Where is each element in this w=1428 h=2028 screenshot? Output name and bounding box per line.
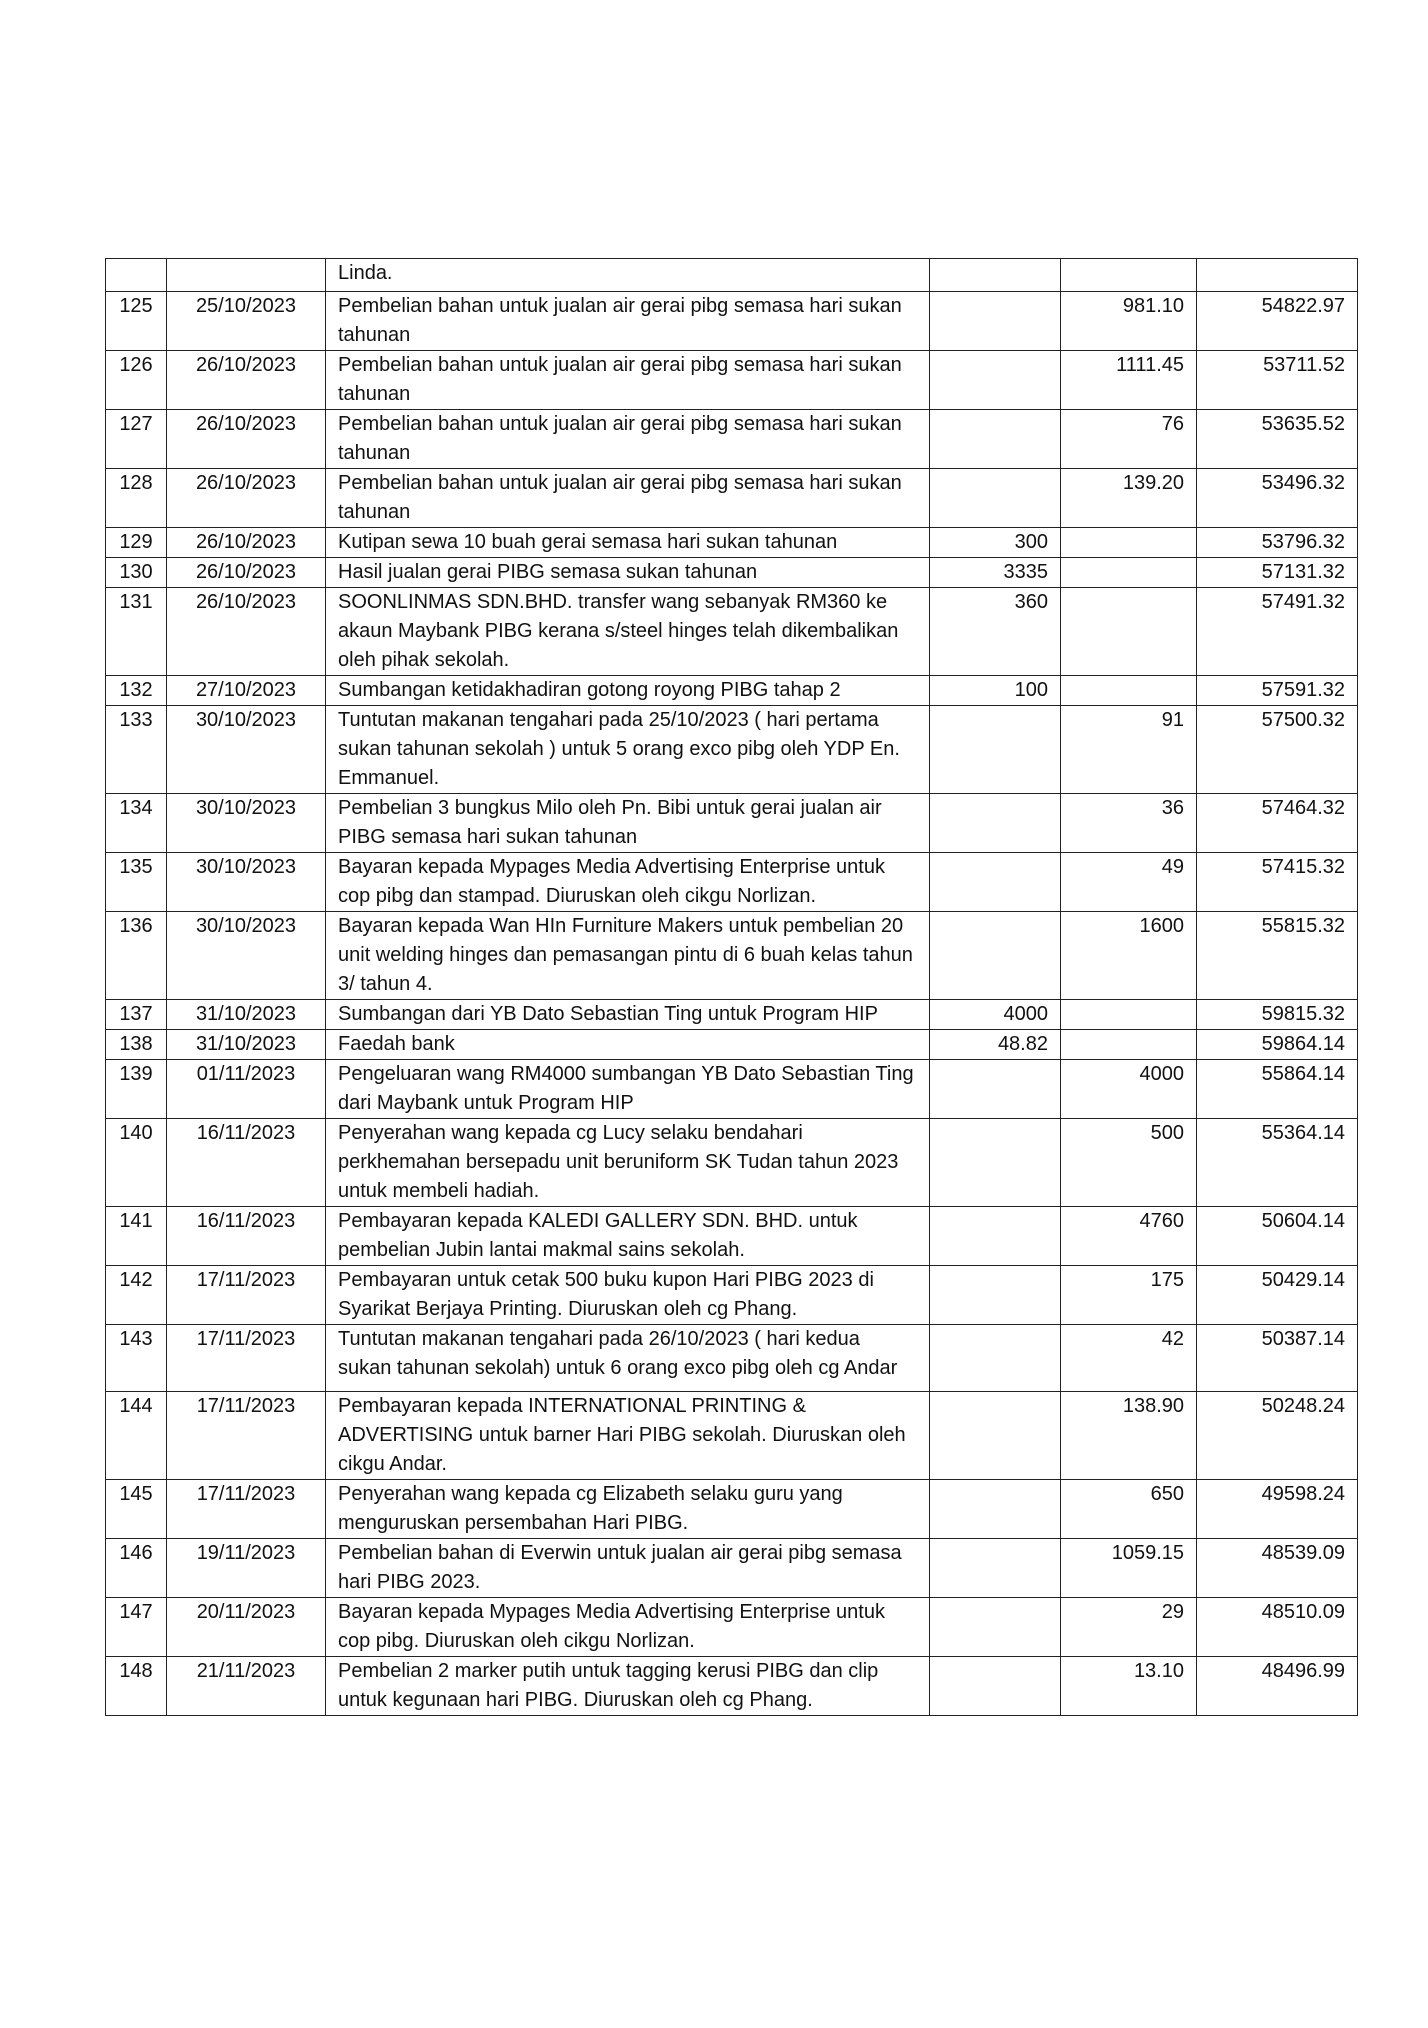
row-description: Bayaran kepada Mypages Media Advertising Enterprise untuk cop pibg dan stampad. Diuruskan oleh cikgu Norlizan. <box>326 853 930 912</box>
row-debit: 49 <box>1061 853 1197 912</box>
row-debit: 91 <box>1061 706 1197 794</box>
table-row <box>106 410 1358 469</box>
row-credit: 48.82 <box>930 1030 1061 1060</box>
row-date: 30/10/2023 <box>167 794 326 853</box>
row-number: 133 <box>106 706 167 794</box>
row-date: 17/11/2023 <box>167 1480 326 1539</box>
row-date: 16/11/2023 <box>167 1119 326 1207</box>
table-row <box>106 1657 1358 1716</box>
table-row <box>106 912 1358 1000</box>
row-date: 31/10/2023 <box>167 1000 326 1030</box>
row-number: 132 <box>106 676 167 706</box>
row-balance: 53711.52 <box>1197 351 1358 410</box>
row-balance: 53635.52 <box>1197 410 1358 469</box>
table-row <box>106 351 1358 410</box>
table-row <box>106 558 1358 588</box>
table-row <box>106 1207 1358 1266</box>
row-date: 26/10/2023 <box>167 351 326 410</box>
row-date: 26/10/2023 <box>167 469 326 528</box>
row-balance: 48539.09 <box>1197 1539 1358 1598</box>
row-credit: 100 <box>930 676 1061 706</box>
row-number: 136 <box>106 912 167 1000</box>
table-row <box>106 1030 1358 1060</box>
row-debit: 1600 <box>1061 912 1197 1000</box>
row-credit <box>930 1657 1061 1716</box>
ledger-table <box>105 258 1358 1716</box>
row-description: Pembelian bahan untuk jualan air gerai pibg semasa hari sukan tahunan <box>326 469 930 528</box>
table-row <box>106 1266 1358 1325</box>
row-number <box>106 259 167 292</box>
row-debit: 1059.15 <box>1061 1539 1197 1598</box>
table-row <box>106 1060 1358 1119</box>
row-balance: 55864.14 <box>1197 1060 1358 1119</box>
row-date: 31/10/2023 <box>167 1030 326 1060</box>
row-credit <box>930 1480 1061 1539</box>
row-debit: 42 <box>1061 1325 1197 1392</box>
row-debit: 36 <box>1061 794 1197 853</box>
row-number: 134 <box>106 794 167 853</box>
row-credit <box>930 1207 1061 1266</box>
row-date: 19/11/2023 <box>167 1539 326 1598</box>
row-balance: 50429.14 <box>1197 1266 1358 1325</box>
row-date: 30/10/2023 <box>167 706 326 794</box>
row-description: Pembayaran untuk cetak 500 buku kupon Hari PIBG 2023 di Syarikat Berjaya Printing. Diuruskan oleh cg Phang. <box>326 1266 930 1325</box>
row-description: Hasil jualan gerai PIBG semasa sukan tahunan <box>326 558 930 588</box>
row-number: 143 <box>106 1325 167 1392</box>
row-date: 30/10/2023 <box>167 912 326 1000</box>
row-description: Kutipan sewa 10 buah gerai semasa hari sukan tahunan <box>326 528 930 558</box>
row-number: 130 <box>106 558 167 588</box>
row-number: 147 <box>106 1598 167 1657</box>
row-description: Tuntutan makanan tengahari pada 26/10/2023 ( hari kedua sukan tahunan sekolah) untuk 6 orang exco pibg oleh cg Andar <box>326 1325 930 1392</box>
row-debit <box>1061 259 1197 292</box>
table-row <box>106 853 1358 912</box>
row-debit: 1111.45 <box>1061 351 1197 410</box>
row-date: 21/11/2023 <box>167 1657 326 1716</box>
ledger-body <box>106 259 1358 1716</box>
row-debit: 139.20 <box>1061 469 1197 528</box>
row-credit <box>930 1119 1061 1207</box>
row-description: Sumbangan dari YB Dato Sebastian Ting untuk Program HIP <box>326 1000 930 1030</box>
row-credit: 300 <box>930 528 1061 558</box>
row-credit <box>930 1060 1061 1119</box>
row-description: Linda. <box>326 259 930 292</box>
row-date: 26/10/2023 <box>167 528 326 558</box>
row-credit: 4000 <box>930 1000 1061 1030</box>
row-number: 129 <box>106 528 167 558</box>
row-credit <box>930 469 1061 528</box>
row-balance: 50387.14 <box>1197 1325 1358 1392</box>
row-credit: 3335 <box>930 558 1061 588</box>
row-balance: 49598.24 <box>1197 1480 1358 1539</box>
row-date: 16/11/2023 <box>167 1207 326 1266</box>
row-date: 27/10/2023 <box>167 676 326 706</box>
row-description: Pembelian 2 marker putih untuk tagging kerusi PIBG dan clip untuk kegunaan hari PIBG. Diuruskan oleh cg Phang. <box>326 1657 930 1716</box>
row-debit: 981.10 <box>1061 292 1197 351</box>
row-number: 131 <box>106 588 167 676</box>
row-debit: 4760 <box>1061 1207 1197 1266</box>
row-description: Pembelian bahan untuk jualan air gerai pibg semasa hari sukan tahunan <box>326 292 930 351</box>
row-date: 26/10/2023 <box>167 558 326 588</box>
table-row <box>106 1000 1358 1030</box>
row-description: Pengeluaran wang RM4000 sumbangan YB Dato Sebastian Ting dari Maybank untuk Program HIP <box>326 1060 930 1119</box>
row-credit <box>930 912 1061 1000</box>
row-description: Pembelian bahan untuk jualan air gerai pibg semasa hari sukan tahunan <box>326 351 930 410</box>
row-balance <box>1197 259 1358 292</box>
row-credit <box>930 292 1061 351</box>
row-debit: 13.10 <box>1061 1657 1197 1716</box>
row-balance: 53796.32 <box>1197 528 1358 558</box>
row-date: 26/10/2023 <box>167 410 326 469</box>
row-balance: 55364.14 <box>1197 1119 1358 1207</box>
table-row <box>106 1539 1358 1598</box>
row-credit: 360 <box>930 588 1061 676</box>
row-date: 20/11/2023 <box>167 1598 326 1657</box>
row-description: Bayaran kepada Mypages Media Advertising Enterprise untuk cop pibg. Diuruskan oleh cikgu Norlizan. <box>326 1598 930 1657</box>
row-number: 126 <box>106 351 167 410</box>
row-debit: 4000 <box>1061 1060 1197 1119</box>
row-debit: 138.90 <box>1061 1392 1197 1480</box>
row-description: Pembayaran kepada INTERNATIONAL PRINTING & ADVERTISING untuk barner Hari PIBG sekolah. Diuruskan oleh cikgu Andar. <box>326 1392 930 1480</box>
row-credit <box>930 1325 1061 1392</box>
row-date: 01/11/2023 <box>167 1060 326 1119</box>
row-credit <box>930 1598 1061 1657</box>
row-balance: 59815.32 <box>1197 1000 1358 1030</box>
row-balance: 50604.14 <box>1197 1207 1358 1266</box>
row-debit <box>1061 1000 1197 1030</box>
table-row <box>106 259 1358 292</box>
row-number: 144 <box>106 1392 167 1480</box>
row-number: 135 <box>106 853 167 912</box>
row-credit <box>930 1266 1061 1325</box>
row-description: Pembelian bahan untuk jualan air gerai pibg semasa hari sukan tahunan <box>326 410 930 469</box>
table-row <box>106 706 1358 794</box>
row-date: 17/11/2023 <box>167 1325 326 1392</box>
row-balance: 54822.97 <box>1197 292 1358 351</box>
row-debit: 175 <box>1061 1266 1197 1325</box>
row-number: 148 <box>106 1657 167 1716</box>
row-debit: 29 <box>1061 1598 1197 1657</box>
row-balance: 48510.09 <box>1197 1598 1358 1657</box>
row-description: Pembelian 3 bungkus Milo oleh Pn. Bibi untuk gerai jualan air PIBG semasa hari sukan tahunan <box>326 794 930 853</box>
row-description: Bayaran kepada Wan HIn Furniture Makers untuk pembelian 20 unit welding hinges dan pemasangan pintu di 6 buah kelas tahun 3/ tahun 4. <box>326 912 930 1000</box>
table-row <box>106 1598 1358 1657</box>
row-balance: 57464.32 <box>1197 794 1358 853</box>
row-date <box>167 259 326 292</box>
row-number: 137 <box>106 1000 167 1030</box>
row-description: Sumbangan ketidakhadiran gotong royong PIBG tahap 2 <box>326 676 930 706</box>
row-debit <box>1061 528 1197 558</box>
row-balance: 53496.32 <box>1197 469 1358 528</box>
row-balance: 55815.32 <box>1197 912 1358 1000</box>
row-debit <box>1061 676 1197 706</box>
row-balance: 50248.24 <box>1197 1392 1358 1480</box>
row-credit <box>930 1539 1061 1598</box>
row-description: SOONLINMAS SDN.BHD. transfer wang sebanyak RM360 ke akaun Maybank PIBG kerana s/steel hinges telah dikembalikan oleh pihak sekolah. <box>326 588 930 676</box>
row-date: 17/11/2023 <box>167 1266 326 1325</box>
row-debit <box>1061 588 1197 676</box>
row-debit: 76 <box>1061 410 1197 469</box>
row-balance: 48496.99 <box>1197 1657 1358 1716</box>
row-number: 138 <box>106 1030 167 1060</box>
row-date: 17/11/2023 <box>167 1392 326 1480</box>
row-debit: 650 <box>1061 1480 1197 1539</box>
row-credit <box>930 706 1061 794</box>
row-number: 128 <box>106 469 167 528</box>
row-date: 26/10/2023 <box>167 588 326 676</box>
row-description: Penyerahan wang kepada cg Lucy selaku bendahari perkhemahan bersepadu unit beruniform SK Tudan tahun 2023 untuk membeli hadiah. <box>326 1119 930 1207</box>
table-row <box>106 292 1358 351</box>
table-row <box>106 1392 1358 1480</box>
row-description: Pembayaran kepada KALEDI GALLERY SDN. BHD. untuk pembelian Jubin lantai makmal sains sekolah. <box>326 1207 930 1266</box>
row-balance: 57415.32 <box>1197 853 1358 912</box>
table-row <box>106 794 1358 853</box>
row-debit <box>1061 558 1197 588</box>
row-number: 139 <box>106 1060 167 1119</box>
row-number: 141 <box>106 1207 167 1266</box>
row-debit: 500 <box>1061 1119 1197 1207</box>
row-balance: 57500.32 <box>1197 706 1358 794</box>
row-balance: 57491.32 <box>1197 588 1358 676</box>
row-credit <box>930 259 1061 292</box>
row-debit <box>1061 1030 1197 1060</box>
row-date: 25/10/2023 <box>167 292 326 351</box>
table-row <box>106 676 1358 706</box>
row-credit <box>930 1392 1061 1480</box>
table-row <box>106 1325 1358 1392</box>
row-credit <box>930 410 1061 469</box>
row-number: 145 <box>106 1480 167 1539</box>
row-credit <box>930 351 1061 410</box>
row-number: 125 <box>106 292 167 351</box>
row-description: Penyerahan wang kepada cg Elizabeth selaku guru yang menguruskan persembahan Hari PIBG. <box>326 1480 930 1539</box>
row-balance: 57131.32 <box>1197 558 1358 588</box>
table-row <box>106 1480 1358 1539</box>
table-row <box>106 528 1358 558</box>
row-balance: 57591.32 <box>1197 676 1358 706</box>
row-balance: 59864.14 <box>1197 1030 1358 1060</box>
table-row <box>106 588 1358 676</box>
row-description: Tuntutan makanan tengahari pada 25/10/2023 ( hari pertama sukan tahunan sekolah ) untuk 5 orang exco pibg oleh YDP En. Emmanuel. <box>326 706 930 794</box>
row-credit <box>930 853 1061 912</box>
row-number: 140 <box>106 1119 167 1207</box>
row-date: 30/10/2023 <box>167 853 326 912</box>
table-row <box>106 469 1358 528</box>
row-number: 142 <box>106 1266 167 1325</box>
row-credit <box>930 794 1061 853</box>
row-number: 127 <box>106 410 167 469</box>
row-number: 146 <box>106 1539 167 1598</box>
row-description: Pembelian bahan di Everwin untuk jualan air gerai pibg semasa hari PIBG 2023. <box>326 1539 930 1598</box>
table-row <box>106 1119 1358 1207</box>
row-description: Faedah bank <box>326 1030 930 1060</box>
